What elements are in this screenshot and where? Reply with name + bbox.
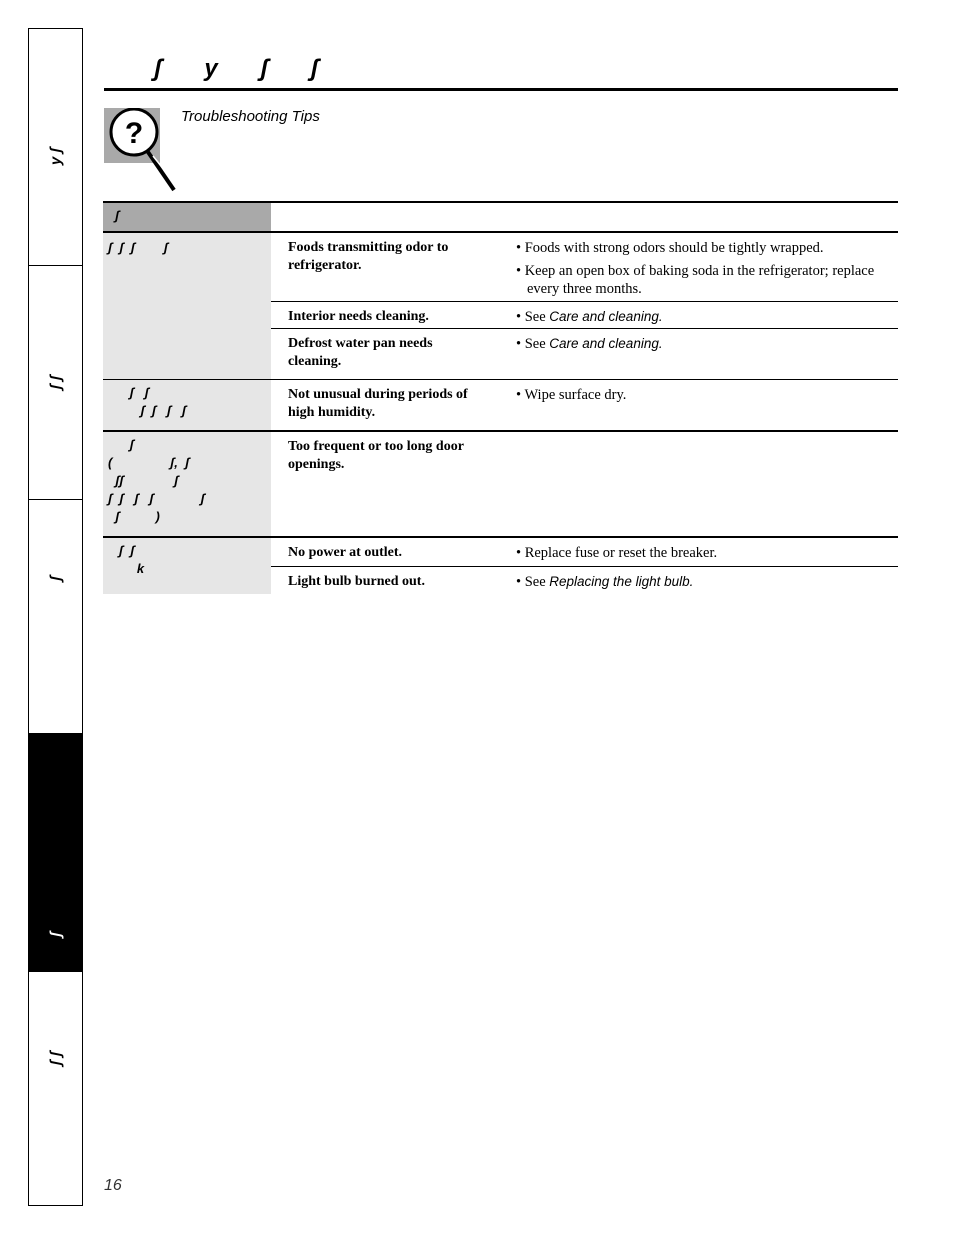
cause-row [271, 380, 898, 430]
problem-line: ʃ ʃ [108, 543, 135, 558]
cause-row [271, 302, 898, 329]
problem-line: ( ʃ, ʃ [108, 455, 190, 470]
fix-list [516, 308, 896, 331]
svg-text:?: ? [124, 117, 144, 150]
cause-text: Too frequent or too long door openings. [288, 439, 464, 472]
fix-item: • See Care and cleaning. [516, 336, 663, 352]
cause-text: Interior needs cleaning. [288, 309, 429, 324]
cause-row [271, 329, 898, 379]
fix-list [516, 573, 896, 596]
side-tab-3[interactable] [29, 499, 82, 734]
problem-cell [103, 380, 271, 430]
header-problem-cell [103, 203, 271, 231]
title-rule [104, 88, 898, 91]
cause-text: Defrost water pan needs cleaning. [288, 336, 433, 369]
cause-row [271, 567, 898, 595]
problem-cell [103, 432, 271, 536]
problem-cell [103, 538, 271, 594]
side-tab-2-label: ʃ ʃ [47, 375, 64, 390]
side-tab-4-active[interactable] [29, 733, 82, 972]
side-tab-4-label: ʃ [47, 932, 64, 937]
fix-list [516, 239, 896, 303]
fix-item: • Foods with strong odors should be tightly wrapped. [516, 240, 824, 256]
page-number: 16 [104, 1177, 122, 1194]
cause-text: No power at outlet. [288, 545, 403, 560]
fix-list [516, 544, 896, 567]
cause-row [271, 432, 898, 536]
fix-item: • Keep an open box of baking soda in the refrigerator; replace every three months. [516, 263, 875, 297]
fix-item: • See Replacing the light bulb. [516, 574, 694, 590]
cause-text: Light bulb burned out. [288, 574, 425, 589]
side-tab-5-label: ʃ ʃ [47, 1051, 64, 1066]
fix-item: • Replace fuse or reset the breaker. [516, 545, 718, 561]
problem-group-humidity [103, 380, 898, 432]
cause-text: Not unusual during periods of high humidity. [288, 387, 468, 420]
problem-line: ʃ ʃ ʃ ʃ [108, 240, 168, 255]
side-tab-2[interactable] [29, 265, 82, 500]
side-tab-3-label: ʃ [47, 576, 64, 581]
troubleshooting-table [103, 201, 898, 594]
problem-line: k [108, 561, 145, 576]
problem-line: ʃ ʃ [108, 385, 149, 400]
side-tab-1[interactable] [29, 29, 82, 266]
fix-list [516, 335, 896, 358]
fix-item: • See Care and cleaning. [516, 309, 663, 325]
fix-list [516, 386, 896, 409]
problem-group-light [103, 538, 898, 594]
question-magnifier-icon [104, 108, 184, 192]
problem-group-odor [103, 233, 898, 380]
problem-line: ʃ ʃ ʃ ʃ ʃ [108, 491, 205, 506]
problem-group-door [103, 432, 898, 538]
problem-cell [103, 233, 271, 379]
cause-row [271, 538, 898, 567]
problem-line: ʃ ʃ ʃ ʃ [108, 403, 187, 418]
page-title: ʃ y ʃ ʃ [154, 55, 337, 82]
cause-row [271, 233, 898, 302]
cause-text: Foods transmitting odor to refrigerator. [288, 240, 449, 273]
table-header [103, 201, 898, 233]
problem-line: ʃ [108, 437, 134, 452]
side-tab-5[interactable] [29, 971, 82, 1205]
section-label: Troubleshooting Tips [181, 108, 320, 125]
problem-line: ʃʃ ʃ [108, 473, 179, 488]
fix-item: • Wipe surface dry. [516, 387, 627, 403]
side-tab-1-label: y ʃ [47, 147, 64, 166]
problem-line: ʃ ) [108, 509, 160, 524]
side-tab-strip [28, 28, 83, 1206]
header-glyph: ʃ [115, 208, 120, 223]
